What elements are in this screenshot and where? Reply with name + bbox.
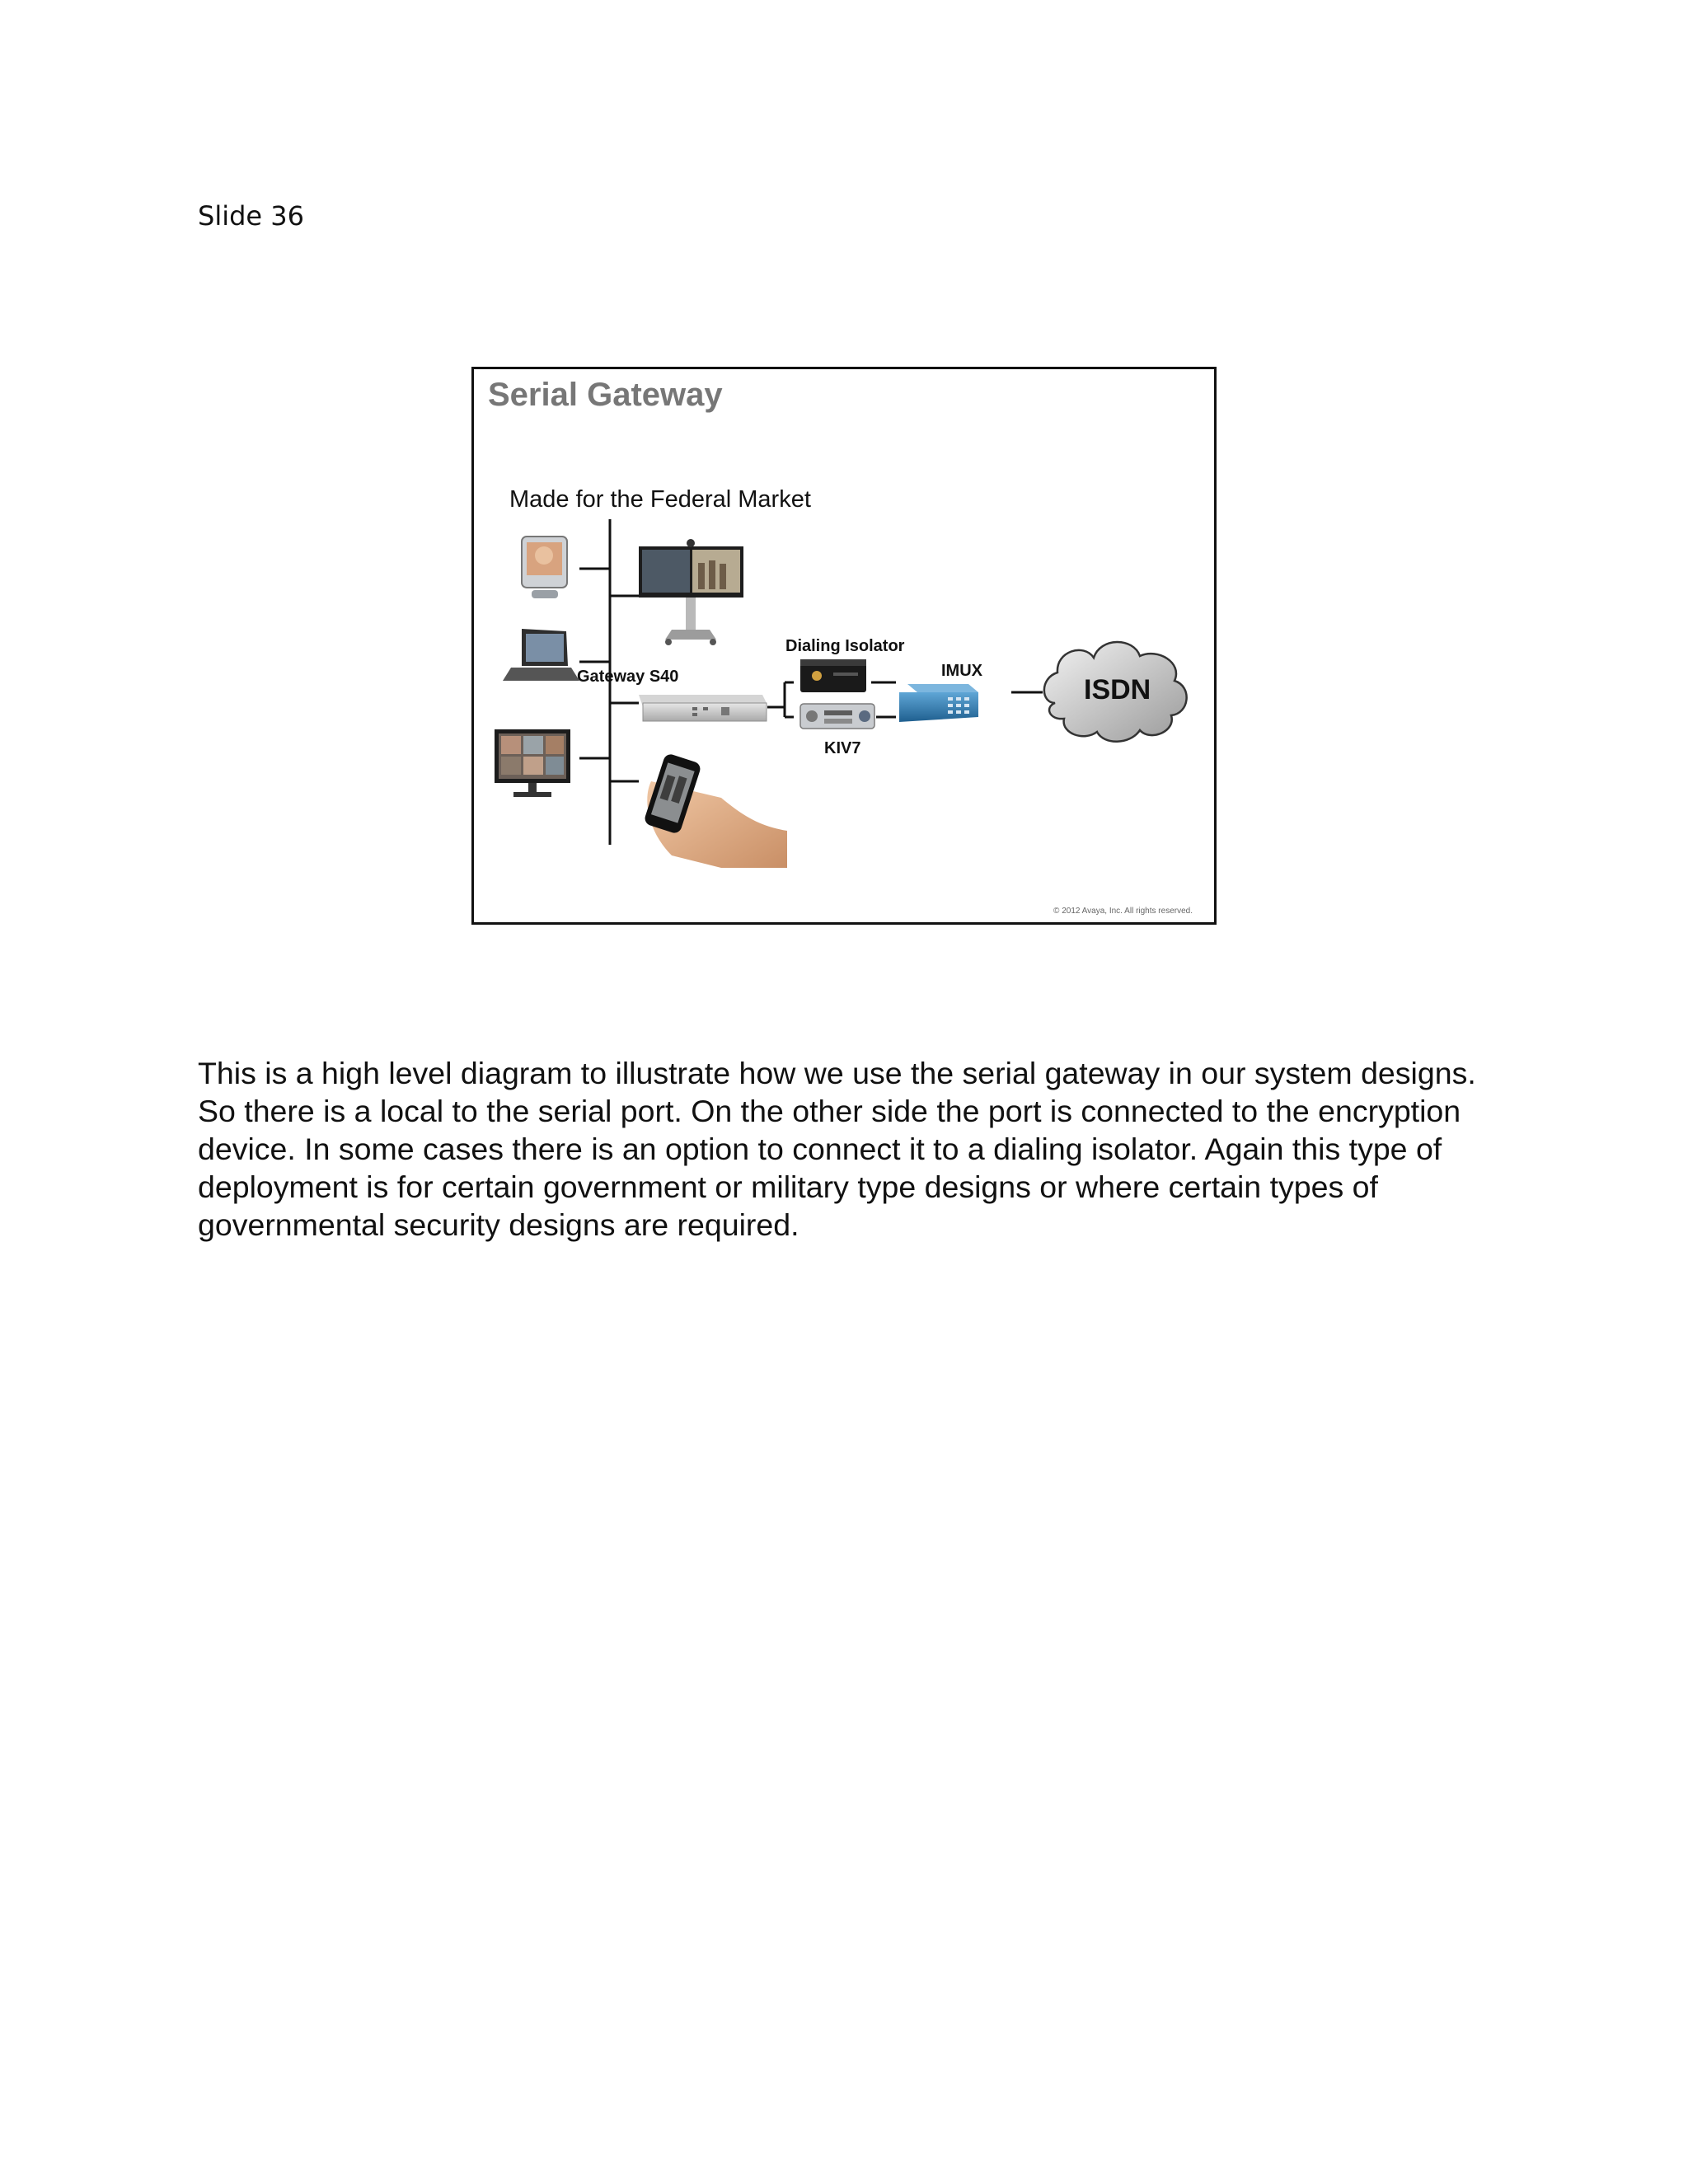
isdn-label: ISDN <box>1084 674 1151 705</box>
gateway-s40-label: Gateway S40 <box>577 668 679 686</box>
speaker-notes: This is a high level diagram to illustrate how we use the serial gateway in our system designs. So there is a local to the serial port. On the other side the port is connected to the encryption device. In some cases there is an option to connect it to a dialing isolator. Again this type of deployment is for certain government or military type designs or where certain types of governmental security designs are required. <box>198 1056 1476 1242</box>
slide-number: Slide 36 <box>198 200 304 232</box>
desktop-monitor-icon <box>495 729 570 797</box>
video-phone-icon <box>522 537 567 598</box>
slide-title: Serial Gateway <box>488 377 723 413</box>
laptop-icon <box>503 629 579 681</box>
dialing-isolator-label: Dialing Isolator <box>785 637 905 655</box>
smartphone-in-hand-icon <box>643 752 787 868</box>
room-system-icon <box>639 539 743 645</box>
copyright-text: © 2012 Avaya, Inc. All rights reserved. <box>1053 907 1193 916</box>
dialing-isolator-icon <box>800 659 866 692</box>
imux-icon <box>899 684 978 722</box>
imux-label: IMUX <box>941 662 982 680</box>
slide-thumbnail <box>471 367 1217 925</box>
kiv7-label: KIV7 <box>824 739 861 757</box>
kiv7-icon <box>800 704 874 729</box>
gateway-s40-icon <box>639 695 767 721</box>
slide-subtitle: Made for the Federal Market <box>509 486 811 513</box>
